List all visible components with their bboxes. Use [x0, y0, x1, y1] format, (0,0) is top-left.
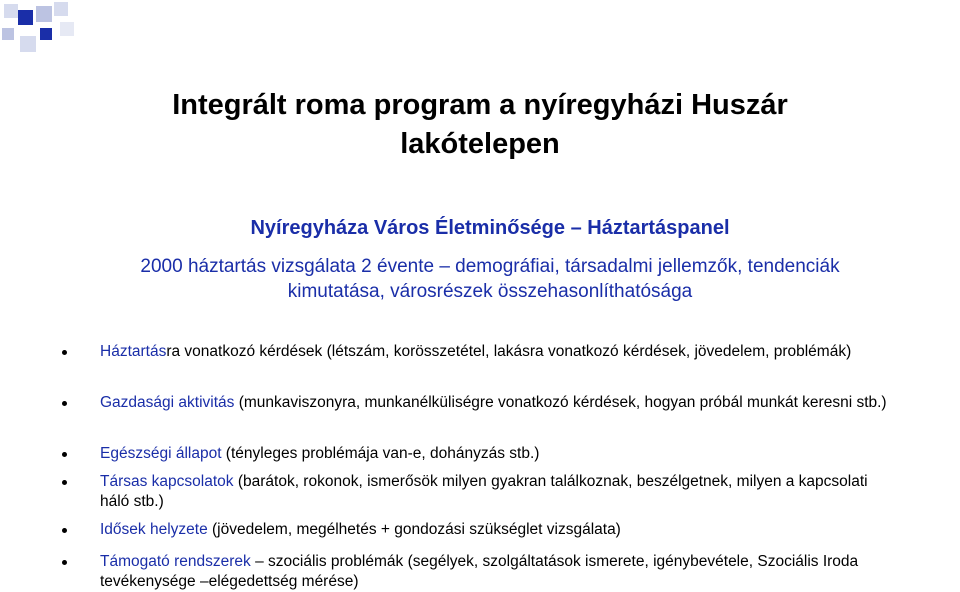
decor-square — [36, 6, 52, 22]
decor-square — [4, 4, 18, 18]
title-line: lakótelepen — [400, 128, 560, 160]
list-item-rest: ra vonatkozó kérdések (létszám, korösszetétel, lakásra vonatkozó kérdések, jövedelem, problémák) — [166, 343, 852, 360]
list-item-text — [100, 444, 900, 464]
subtitle: Nyíregyháza Város Életminősége – Háztartáspanel — [250, 217, 730, 239]
description-line: kimutatása, városrészek összehasonlíthatósága — [287, 281, 693, 302]
list-item-text — [100, 342, 900, 362]
decor-square — [40, 28, 52, 40]
page-title — [0, 86, 960, 164]
decor-square — [2, 28, 14, 40]
bullet-icon — [62, 528, 67, 533]
list-item-highlight: Gazdasági aktivitás — [100, 394, 235, 411]
list-item-text — [100, 472, 900, 512]
decor-square — [20, 36, 36, 52]
bullet-icon — [62, 401, 67, 406]
list-item-text — [100, 552, 900, 592]
title-line: Integrált roma program a nyíregyházi Huszár — [172, 89, 788, 121]
decor-square — [18, 10, 33, 25]
decor-square — [60, 22, 74, 36]
list-item-rest: (jövedelem, megélhetés + gondozási szükséglet vizsgálata) — [207, 521, 621, 538]
list-item-highlight: Egészségi állapot — [100, 445, 222, 462]
list-item-text — [100, 393, 900, 413]
list-item-highlight: Társas kapcsolatok — [100, 473, 234, 490]
list-item-highlight: Támogató rendszerek — [100, 553, 251, 570]
decor-square — [54, 2, 68, 16]
list-item-rest: (munkaviszonyra, munkanélküliségre vonatkozó kérdések, hogyan próbál munkát keresni stb.) — [234, 394, 887, 411]
bullet-icon — [62, 452, 67, 457]
description-line: 2000 háztartás vizsgálata 2 évente – demográfiai, társadalmi jellemzők, tendenciák — [140, 256, 840, 277]
list-item-highlight: Háztartás — [100, 343, 167, 360]
list-item-rest: (barátok, rokonok, ismerősök milyen gyakran találkoznak, beszélgetnek, milyen a kapcsolati háló stb.) — [100, 473, 868, 510]
bullet-icon — [62, 350, 67, 355]
list-item-highlight: Idősek helyzete — [100, 521, 208, 538]
bullet-icon — [62, 480, 67, 485]
list-item-text — [100, 520, 900, 540]
list-item-rest: – szociális problémák (segélyek, szolgáltatások ismerete, igénybevétele, Szociális Iroda tevékenysége –elégedettség mérése) — [100, 553, 859, 590]
list-item-rest: (tényleges problémája van-e, dohányzás stb.) — [221, 445, 540, 462]
corner-decoration — [0, 0, 80, 60]
bullet-icon — [62, 560, 67, 565]
description — [0, 254, 960, 304]
